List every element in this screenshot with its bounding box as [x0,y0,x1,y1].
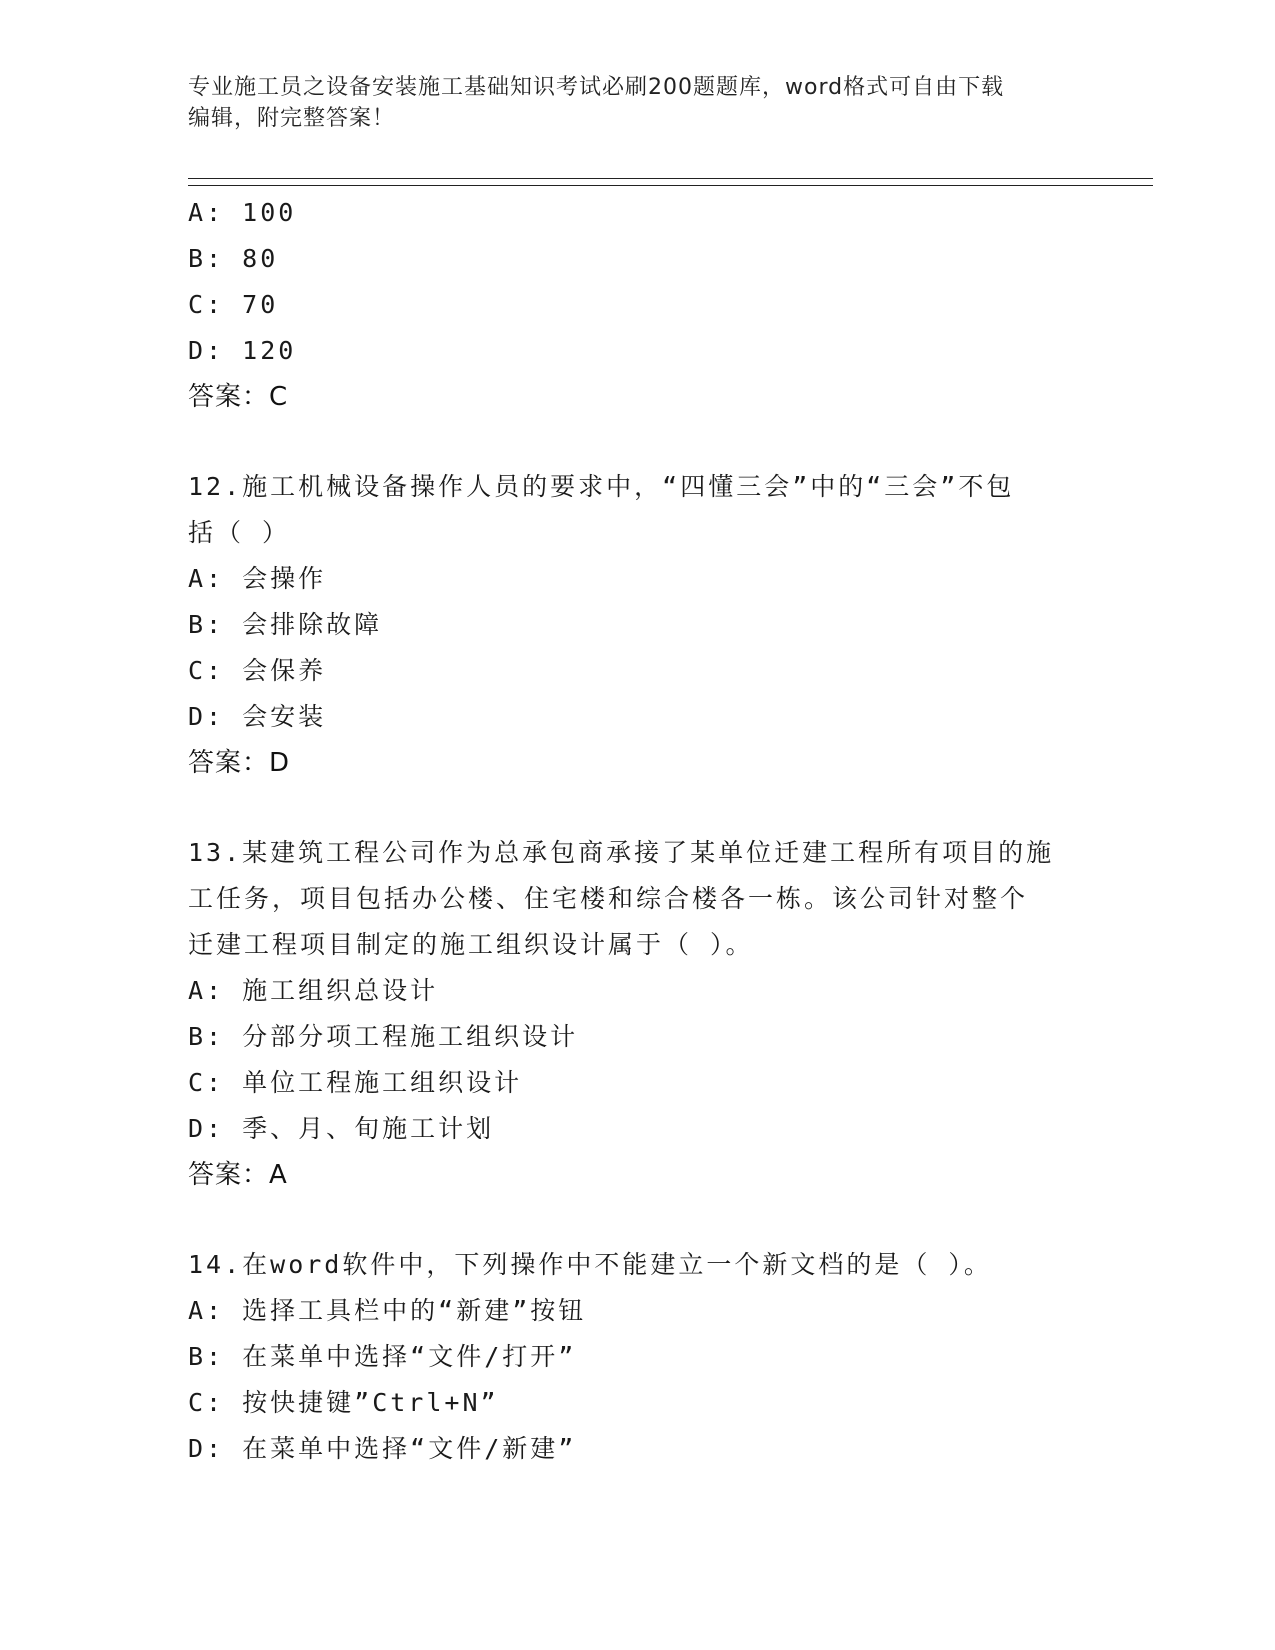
option-b: B: 分部分项工程施工组织设计 [188,1022,579,1051]
header-divider [188,178,1153,186]
option-b: B: 会排除故障 [188,610,383,639]
option-b: B: 80 [188,244,279,273]
option-a: A: 100 [188,198,297,227]
question-stem-line: 括（ ） [188,518,291,547]
option-d: D: 在菜单中选择“文件/新建” [188,1434,577,1463]
question-11-partial [188,190,1088,420]
question-stem-line: 12.施工机械设备操作人员的要求中，“四懂三会”中的“三会”不包 [188,472,1015,501]
document-header [188,72,1088,134]
header-line-1: 专业施工员之设备安装施工基础知识考试必刷200题题库，word格式可自由下载 [188,75,1005,100]
option-b: B: 在菜单中选择“文件/打开” [188,1342,577,1371]
answer-label: 答案：D [188,748,291,778]
question-stem-line: 迁建工程项目制定的施工组织设计属于（ ）。 [188,930,754,959]
option-c: C: 会保养 [188,656,327,685]
option-c: C: 70 [188,290,279,319]
answer-label: 答案：C [188,382,289,412]
question-list [188,190,1088,1472]
option-d: D: 季、月、旬施工计划 [188,1114,495,1143]
option-d: D: 会安装 [188,702,327,731]
option-a: A: 会操作 [188,564,327,593]
question-stem-line: 工任务，项目包括办公楼、住宅楼和综合楼各一栋。该公司针对整个 [188,884,1029,913]
option-d: D: 120 [188,336,297,365]
question-stem-line: 14.在word软件中，下列操作中不能建立一个新文档的是（ ）。 [188,1250,992,1279]
option-a: A: 选择工具栏中的“新建”按钮 [188,1296,587,1325]
option-a: A: 施工组织总设计 [188,976,439,1005]
option-c: C: 单位工程施工组织设计 [188,1068,523,1097]
question-stem-line: 13.某建筑工程公司作为总承包商承接了某单位迁建工程所有项目的施 [188,838,1055,867]
question-13 [188,830,1088,1198]
question-14 [188,1242,1088,1472]
option-c: C: 按快捷键”Ctrl+N” [188,1388,499,1417]
question-12 [188,464,1088,786]
header-line-2: 编辑，附完整答案！ [188,106,396,131]
answer-label: 答案：A [188,1160,288,1190]
